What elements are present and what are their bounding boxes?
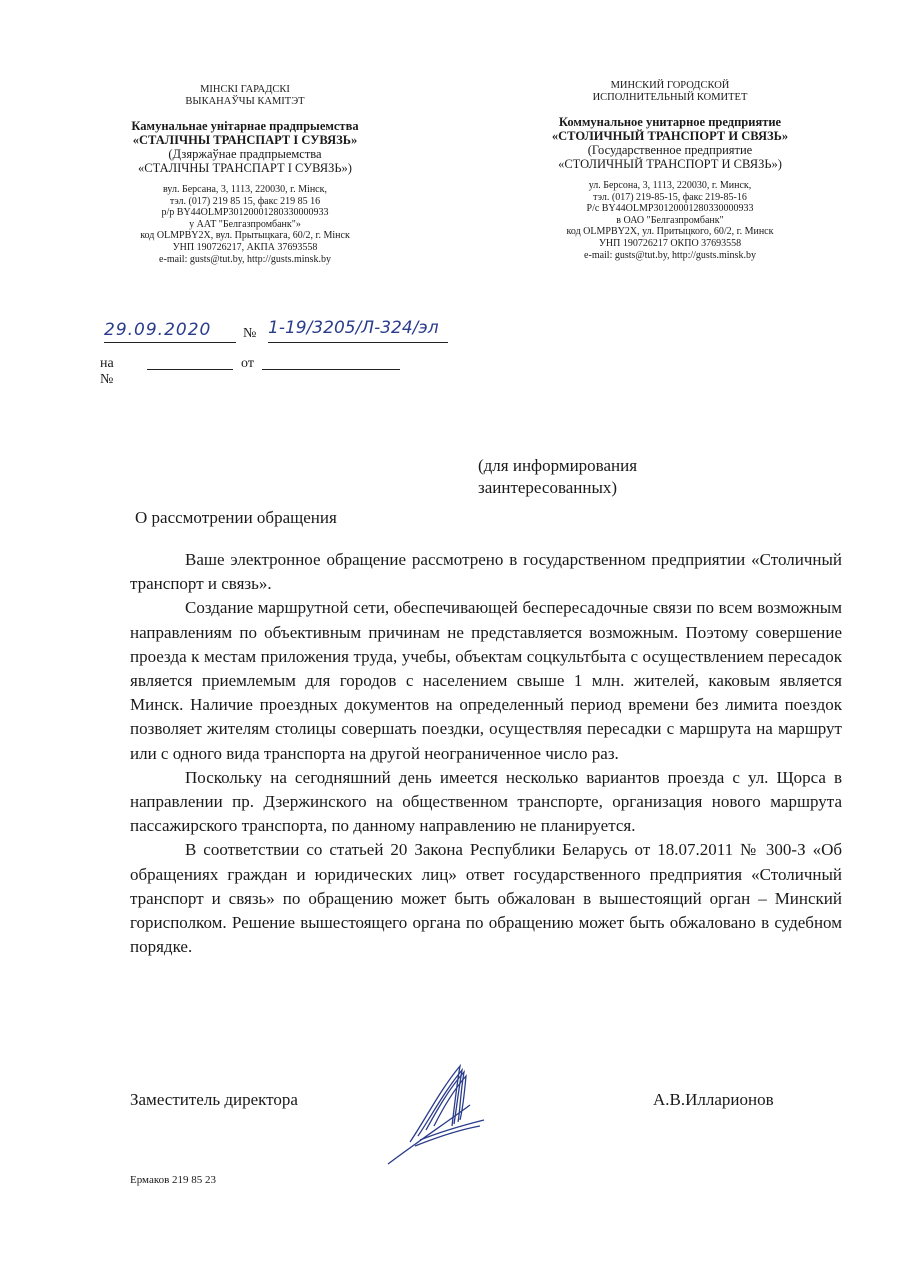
authority-line-1: МІНСКІ ГАРАДСКІ [200, 84, 290, 95]
outgoing-number: 1-19/3205/Л-324/эл [268, 318, 448, 343]
signatory-name: А.В.Илларионов [653, 1090, 774, 1109]
address-line: вул. Берсана, 3, 1113, 220030, г. Мінск, [163, 184, 327, 195]
address-line: Р/с BY44OLMP30120001280330000933 [586, 203, 754, 215]
address-block [95, 184, 395, 265]
address-line: ул. Берсона, 3, 1113, 220030, г. Минск, [588, 180, 752, 191]
address-line: e-mail: gusts@tut.by, http://gusts.minsk.by [159, 253, 331, 265]
authority-line-1: МИНСКИЙ ГОРОДСКОЙ [610, 80, 730, 91]
body-paragraph-1: Ваше электронное обращение рассмотрено в государственном предприятии «Столичный транспорт и связь». [130, 550, 842, 594]
body-paragraph-2: Создание маршрутной сети, обеспечивающей беспересадочные связи по всем возможным направлениям по объективным причинам не представляется возможным. Поэтому совершение проезда к местам приложения труда, учебы, объектам соцкультбыта с осуществлением пересадок является приемлемым для городов с населением свыше 1 млн. жителей, каковым является Минск. Наличие проездных документов на определенный период времени без лимита поездок позволяет жителям столицы совершать поездки, осуществляя пересадки с маршрута на маршрут или с одного вида транспорта на другой неограниченное число раз. [130, 598, 842, 763]
org-name-line-1: Коммунальное унитарное предприятие [558, 115, 782, 129]
handwritten-signature [380, 1060, 490, 1170]
from-label: от [241, 356, 254, 371]
signatory-title: Заместитель директора [130, 1090, 298, 1109]
number-label: № [243, 326, 257, 341]
address-line: тэл. (017) 219 85 15, факс 219 85 16 [169, 195, 321, 207]
org-sub-line-1: (Государственное предприятие [587, 143, 753, 157]
address-line: УНП 190726217, АКПА 37693558 [172, 241, 318, 253]
address-line: код OLMPBY2X, ул. Притыцкого, 60/2, г. Минск [566, 226, 774, 238]
addressee-line-2: заинтересованных) [478, 478, 618, 497]
addressee-line-1: (для информирования [478, 456, 638, 475]
org-name-line-2: «СТОЛИЧНЫЙ ТРАНСПОРТ И СВЯЗЬ» [551, 129, 789, 143]
address-line: в ОАО "Белгазпромбанк" [616, 214, 724, 226]
outgoing-date: 29.09.2020 [104, 320, 236, 343]
address-line: УНП 190726217 ОКПО 37693558 [598, 237, 742, 249]
letter-body [130, 548, 842, 959]
address-line: e-mail: gusts@tut.by, http://gusts.minsk.by [584, 249, 756, 261]
address-line: р/р BY44OLMP30120001280330000933 [161, 207, 329, 219]
from-blank [262, 369, 400, 370]
org-sub-line-2: «СТОЛИЧНЫЙ ТРАНСПОРТ И СВЯЗЬ») [558, 157, 782, 171]
address-line: у ААТ "Белгазпромбанк"» [189, 218, 301, 230]
authority-line-2: ИСПОЛНИТЕЛЬНЫЙ КОМИТЕТ [592, 92, 748, 103]
in-reply-blank [147, 369, 233, 370]
addressee [478, 455, 637, 499]
authority-line-2: ВЫКАНАЎЧЫ КАМІТЭТ [185, 96, 305, 107]
address-line: тэл. (017) 219-85-15, факс 219-85-16 [593, 191, 747, 203]
body-paragraph-3: Поскольку на сегодняшний день имеется несколько вариантов проезда с ул. Щорса в направлении пр. Дзержинского на общественном транспорте, организация нового маршрута пассажирского транспорта, по данному направлению не планируется. [130, 767, 842, 836]
address-line: код OLMPBY2X, вул. Прытыцкага, 60/2, г. Мінск [140, 230, 350, 242]
letterhead-belarusian [95, 84, 395, 265]
executor-contact: Ермаков 219 85 23 [130, 1174, 217, 1186]
in-reply-label: на № [100, 356, 114, 387]
letterhead-russian [515, 80, 825, 261]
body-paragraph-4: В соответствии со статьей 20 Закона Республики Беларусь от 18.07.2011 № 300-З «Об обращениях граждан и юридических лиц» ответ государственного предприятия «Столичный транспорт и связь» по обращению может быть обжалован в вышестоящий орган – Минский горисполком. Решение вышестоящего органа по обращению может быть обжаловано в судебном порядке. [130, 840, 842, 957]
org-sub-line-2: «СТАЛІЧНЫ ТРАНСПАРТ І СУВЯЗЬ») [138, 161, 352, 175]
letter-subject: О рассмотрении обращения [135, 508, 337, 527]
address-block [515, 180, 825, 261]
org-name-line-1: Камунальнае унітарнае прадпрыемства [131, 119, 359, 133]
org-name-line-2: «СТАЛІЧНЫ ТРАНСПАРТ І СУВЯЗЬ» [132, 133, 358, 147]
org-sub-line-1: (Дзяржаўнае прадпрыемства [168, 147, 322, 161]
